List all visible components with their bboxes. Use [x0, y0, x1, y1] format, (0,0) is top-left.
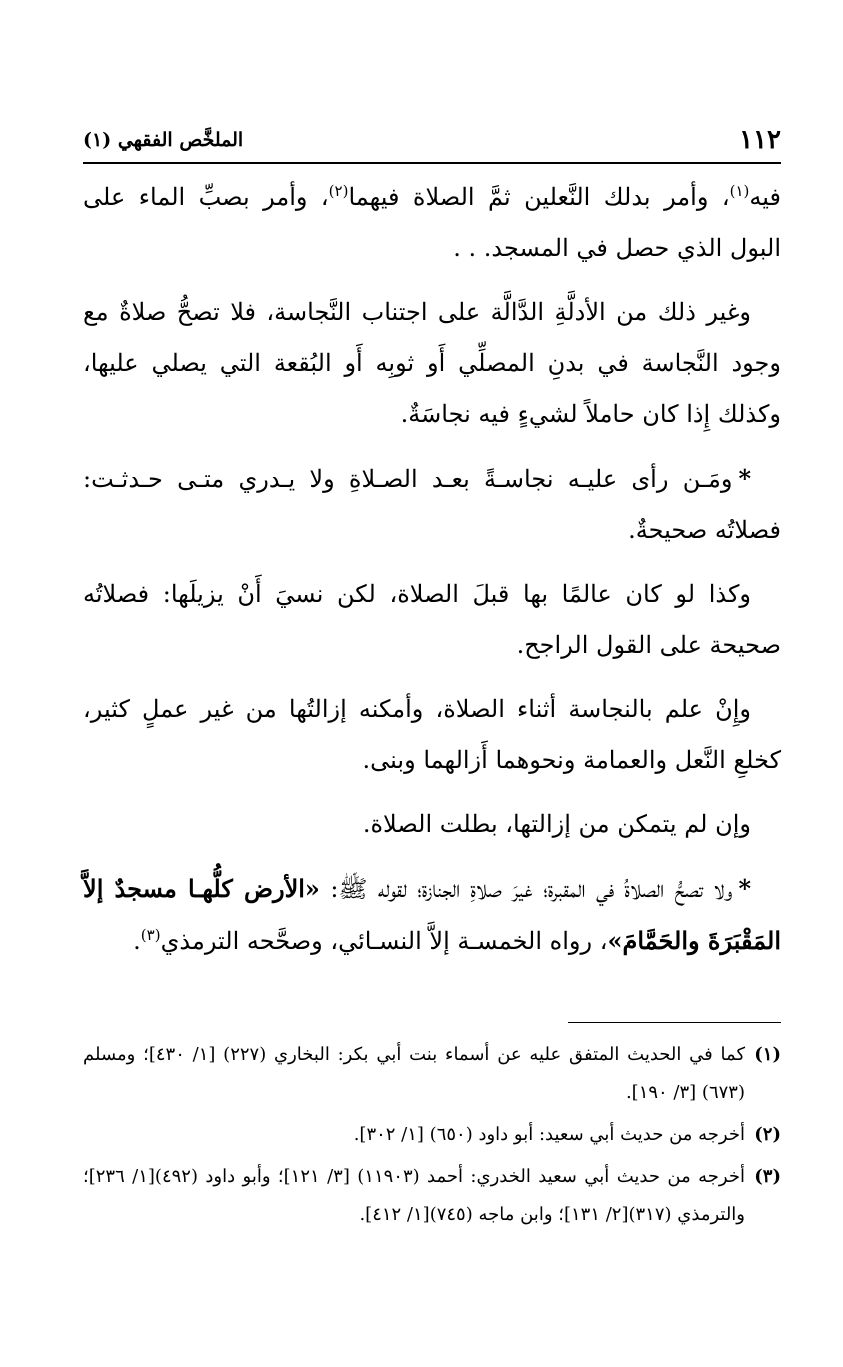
- paragraph-4: وكذا لو كان عالمًا بها قبلَ الصلاة، لكن نسيَ أَنْ يزيلَها: فصلاتُه صحيحة على القول الراجح.: [83, 580, 781, 659]
- footnote-ref-2[interactable]: (٢): [328, 182, 349, 200]
- header-rule: [83, 162, 781, 164]
- paragraph-7-text-a: ولا تصحُّ الصلاةُ في المقبرة؛ غيرَ صلاةِ الجنازة؛ لقوله ﷺ:: [330, 875, 733, 903]
- footnotes: [83, 1036, 781, 1238]
- paragraph-3-text: ومَـن رأى عليـه نجاسـةً بعـد الصـلاةِ ولا يـدري متـى حـدثـت: فصلاتُه صحيحةٌ.: [83, 465, 781, 544]
- paragraph-6: وإن لم يتمكن من إزالتها، بطلت الصلاة.: [362, 810, 751, 838]
- footnote-text: كما في الحديث المتفق عليه عن أسماء بنت أبي بكر: البخاري (٢٢٧) [١/ ٤٣٠]؛ ومسلم (٦٧٣) [٣/ ١٩٠].: [83, 1044, 746, 1103]
- paragraph-3: [83, 453, 781, 556]
- footnote-number: (٣): [754, 1166, 781, 1187]
- hadith-quote: «الأرض كلُّهـا مسجدٌ إلاَّ المَقْبَرَةَ والحَمَّامَ»: [83, 874, 781, 955]
- paragraph-7-text-c: .: [133, 927, 141, 955]
- footnote-2: [83, 1116, 781, 1154]
- paragraph-7: [83, 863, 781, 967]
- footnote-3: [83, 1158, 781, 1234]
- paragraph-2: وغير ذلك من الأدلَّةِ الدَّالَّة على اجتناب النَّجاسة، فلا تصحُّ صلاةٌ مع وجود النَّجاسة في بدنِ المصلِّي أَو ثوبِه أَو البُقعة التي يصلي عليها، وكذلك إِذا كان حاملاً لشيءٍ فيه نجاسَةٌ.: [83, 298, 781, 428]
- paragraph-7-text-b: ، رواه الخمسـة إلاَّ النسـائي، وصحَّحه الترمذي: [160, 927, 608, 955]
- footnote-number: (٢): [754, 1124, 781, 1145]
- star-bullet: *: [738, 464, 751, 493]
- footnote-number: (١): [754, 1044, 781, 1065]
- page-header: [83, 118, 781, 162]
- footnote-ref-1[interactable]: (١): [729, 182, 750, 200]
- main-text: [83, 172, 781, 980]
- running-title: الملخَّص الفقهي (١): [83, 129, 244, 151]
- page-number: ١١٢: [739, 125, 781, 155]
- footnote-text: أخرجه من حديث أبي سعيد: أبو داود (٦٥٠) [١/ ٣٠٢].: [353, 1124, 745, 1145]
- paragraph-1-text-c: ، وأمر بصبِّ الماء على البول الذي حصل في المسجد. . .: [83, 183, 781, 262]
- paragraph-1-text-b: ، وأمر بدلك النَّعلين ثمَّ الصلاة فيهما: [348, 183, 730, 211]
- footnote-text: أخرجه من حديث أبي سعيد الخدري: أحمد (١١٩٠٣) [٣/ ١٢١]؛ وأبو داود (٤٩٢)[١/ ٢٣٦]؛ والترمذي (٣١٧)[٢/ ١٣١]؛ وابن ماجه (٧٤٥)[١/ ٤١٢].: [83, 1166, 745, 1225]
- footnote-ref-3[interactable]: (٣): [140, 926, 161, 944]
- footnote-1: [83, 1036, 781, 1112]
- paragraph-5: وإِنْ علم بالنجاسة أثناء الصلاة، وأمكنه إزالتُها من غير عملٍ كثير، كخلعِ النَّعل والعمامة ونحوهما أَزالهما وبنى.: [83, 695, 781, 774]
- paragraph-1: [83, 172, 781, 274]
- footnote-rule: [568, 1022, 781, 1023]
- star-bullet: *: [738, 874, 752, 903]
- paragraph-1-text-a: فيه: [749, 183, 781, 211]
